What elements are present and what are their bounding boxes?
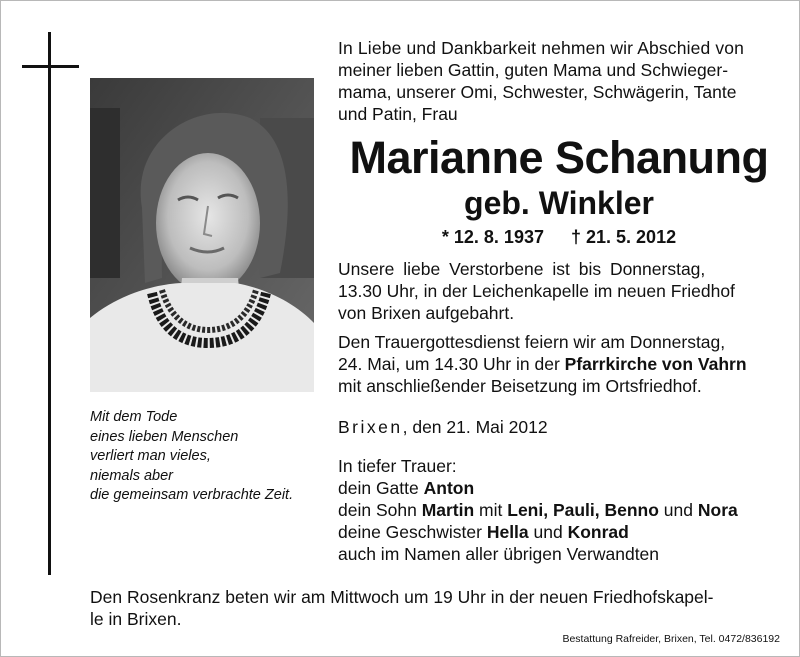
intro-line: und Patin, Frau	[338, 104, 458, 124]
quote-line: die gemeinsam verbrachte Zeit.	[90, 487, 294, 503]
quote-block	[90, 408, 340, 506]
mourner-husband: dein Gatte Anton	[338, 478, 475, 498]
place-name: Brixen	[338, 417, 403, 437]
cross-icon-horizontal	[22, 65, 79, 68]
quote-line: verliert man vieles,	[90, 448, 211, 464]
service-time-text: 24. Mai, um 14.30 Uhr in der	[338, 354, 565, 374]
maiden-name: geb. Winkler	[464, 185, 654, 221]
viewing-line: Unsere liebe Verstorbene ist bis Donnerstag,	[338, 259, 706, 279]
mourner-son: dein Sohn Martin mit Leni, Pauli, Benno und Nora	[338, 500, 738, 520]
intro-line: meiner lieben Gattin, guten Mama und Schwieger-	[338, 60, 729, 80]
quote-line: Mit dem Tode	[90, 409, 178, 425]
rosary-paragraph	[90, 586, 780, 630]
deceased-name: Marianne Schanung	[349, 132, 769, 183]
intro-line: In Liebe und Dankbarkeit nehmen wir Abschied von	[338, 38, 745, 58]
mourning-intro: In tiefer Trauer:	[338, 456, 457, 476]
church-name: Pfarrkirche von Vahrn	[564, 354, 747, 374]
viewing-paragraph	[338, 258, 780, 324]
intro-paragraph	[338, 37, 780, 125]
service-line	[338, 353, 780, 375]
birth-date: * 12. 8. 1937	[441, 227, 544, 247]
rosary-line: le in Brixen.	[90, 609, 182, 629]
rosary-line: Den Rosenkranz beten wir am Mittwoch um 19 Uhr in der neuen Friedhofskapel-	[90, 587, 714, 607]
service-line: mit anschließender Beisetzung im Ortsfriedhof.	[338, 376, 702, 396]
date-text: , den 21. Mai 2012	[402, 417, 548, 437]
cross-icon-vertical	[48, 32, 51, 575]
viewing-line: 13.30 Uhr, in der Leichenkapelle im neuen Friedhof	[338, 281, 735, 301]
portrait-photo	[90, 78, 314, 392]
life-dates	[338, 226, 780, 248]
service-paragraph	[338, 331, 780, 397]
undertaker-credit: Bestattung Rafreider, Brixen, Tel. 0472/836192	[562, 633, 780, 645]
quote-line: niemals aber	[90, 467, 174, 484]
mourners-block	[338, 455, 780, 565]
quote-line: eines lieben Menschen	[90, 428, 239, 445]
service-line: Den Trauergottesdienst feiern wir am Donnerstag,	[338, 332, 726, 352]
viewing-line: von Brixen aufgebahrt.	[338, 303, 515, 323]
place-date	[338, 416, 780, 438]
mourner-others: auch im Namen aller übrigen Verwandten	[338, 544, 660, 564]
portrait-image	[90, 78, 314, 392]
death-date: † 21. 5. 2012	[571, 227, 677, 247]
intro-line: mama, unserer Omi, Schwester, Schwägerin, Tante	[338, 82, 737, 102]
mourner-siblings: deine Geschwister Hella und Konrad	[338, 522, 629, 542]
